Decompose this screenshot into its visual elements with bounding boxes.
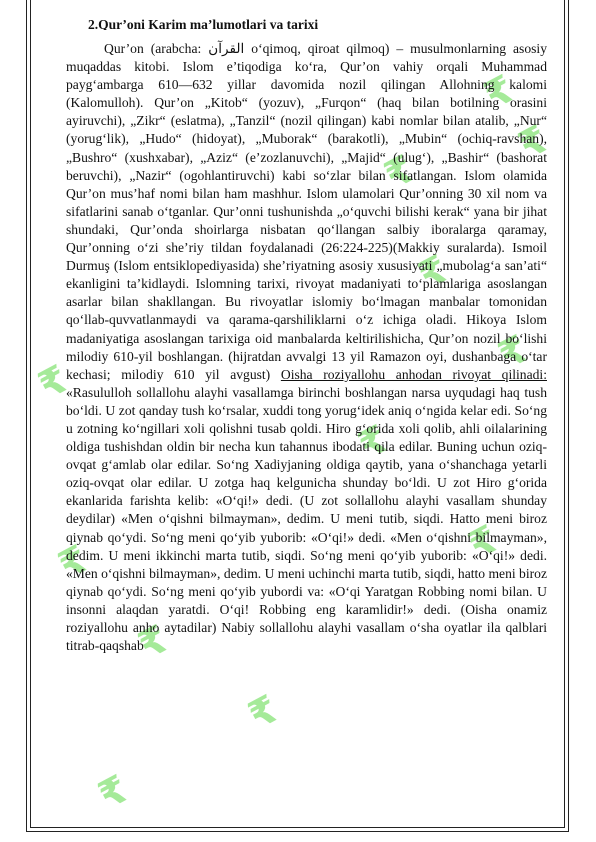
- paragraph-text-part2: «Rasululloh sollallohu alayhi vasallamga birinchi boshlangan narsa uyqudagi haq tush bo‘ldi. U zot qanday tush ko‘rsalar, xuddi tong yorug‘idek aniq o‘ngida kelar edi. So‘ng u zotning ko‘ngillari xoli qolishni tusab qoldi. Hiro g‘orida xoli qolib, ahli oilalarining oldiga tushishdan oldin bir necha kun tahannus ibodati qila edilar. Buning uchun oziq-ovqat g‘amlab olar edilar. So‘ng Xadiyjaning oldiga qaytib, yana o‘shanchaga yetarli oziq-ovqat olar edilar. U zotga haq kelgunicha shunday bo‘ldi. U zot Hiro g‘orida ekanlarida farishta kelib: «O‘qi!» dedi. (U zot sollallohu alayhi vasallam shunday deydilar) «Men o‘qishni bilmayman», dedim. U meni tutib, siqdi. Hatto meni biroz qiynab qo‘ydi. So‘ng meni qo‘yib yuborib: «O‘qi!» dedi. «Men o‘qishni bilmayman», dedim. U meni ikkinchi marta tutib, siqdi. So‘ng meni qo‘yib yuborib: «O‘qi!» dedi. «Men o‘qishni bilmayman», dedim. U meni uchinchi marta tutib, siqdi, hatto meni biroz qiynab qo‘ydi. So‘ng meni qo‘yib yubordi va: «O‘qi Yaratgan Robbing nomi bilan. U insonni alaqdan yaratdi. O‘qi! Robbing eng karamlidir!» dedi. (Oisha onamiz roziyallohu anho aytadilar) Nabiy sollallohu alayhi vasallam o‘sha oyatlar ila qalblari titrab-qaqshab: [66, 384, 547, 654]
- watermark-mark: ₹: [411, 246, 456, 298]
- watermark-mark: ₹: [511, 116, 556, 168]
- watermark-mark: ₹: [131, 616, 176, 668]
- paragraph-text-part1: Qur’on (arabcha: القرآن o‘qimoq, qiroat qilmoq) – musulmonlarning asosiy muqaddas kitobi. Islom e’tiqodiga ko‘ra, Qur’on vahiy orqali Muhammad payg‘ambarga 610—632 yillar davomida nozil qilingan Allohning kalomi (Kalomulloh). Qur’on „Kitob“ (yozuv), „Furqon“ (haq bilan botilning orasini ayiruvchi), „Zikr“ (eslatma), „Tanzil“ (nozil qilingan) kabi nomlar bilan atalib, „Nur“ (yorug‘lik), „Hudo“ (hidoyat), „Muborak“ (barakotli), „Mubin“ (ochiq-ravshan), „Bushro“ (xushxabar), „Aziz“ (e’zozlanuvchi), „Majid“ (ulug‘), „Bashir“ (bashorat beruvchi), „Nazir“ (ogohlantiruvchi) kabi so‘zlar bilan sifatlangan. Islom olamida Qur’on mus’haf nomi bilan ham mashhur. Islom ulamolari Qur’onning 30 xil nom va sifatlarini sanab o‘tganlar. Qur’onni tushunishda „o‘quvchi bilishi kerak“ yana bir jihat shundaki, Qur’onda shoirlarga nisbatan qo‘llangan salbiy iboralarga qaramay, Qur’onning o‘zi she’riy tildan foydalanadi (26:224-225)(Makkiy suralarda). Ismoil Durmuş (Islom entsiklopediyasida) she’riyatning asosiy xususiyati „mubolag‘a san’ati“ ekanligini ta’kidlaydi. Islomning tarixi, rivoyat madaniyati to‘plamlariga asoslangan asarlar bilan shakllangan. Bu rivoyatlar islomiy bo‘lmagan manbalar tomonidan qo‘llab-quvvatlanmaydi va qarama-qarshiliklarni o‘z ichiga oladi. Hikoya Islom madaniyatiga asoslangan tarixiga oid manbalarda keltirilishicha, Qur’on nozil bo‘lishi milodiy 610-yil boshlangan. (hijratdan avvalgi 13 yil Ramazon oyi, dushanbaga o‘tar kechasi; milodiy 610 yil avgust): [66, 41, 548, 382]
- watermark-mark: ₹: [477, 66, 522, 118]
- watermark-mark: ₹: [461, 516, 506, 568]
- section-heading: [88, 20, 318, 30]
- watermark-mark: ₹: [51, 536, 96, 588]
- section-heading-text: 2.Qur’oni Karim ma’lumotlari va tarixi: [88, 18, 319, 30]
- paragraph-underlined-citation: Oisha roziyallohu anhodan rivoyat qilinadi:: [280, 366, 547, 382]
- watermark-mark: ₹: [31, 356, 76, 408]
- watermark-mark: ₹: [491, 326, 536, 378]
- watermark-mark: ₹: [377, 146, 422, 198]
- watermark-mark: ₹: [351, 416, 396, 468]
- watermark-mark: ₹: [241, 686, 286, 738]
- body-paragraph: [66, 40, 547, 655]
- watermark-mark: ₹: [91, 766, 136, 818]
